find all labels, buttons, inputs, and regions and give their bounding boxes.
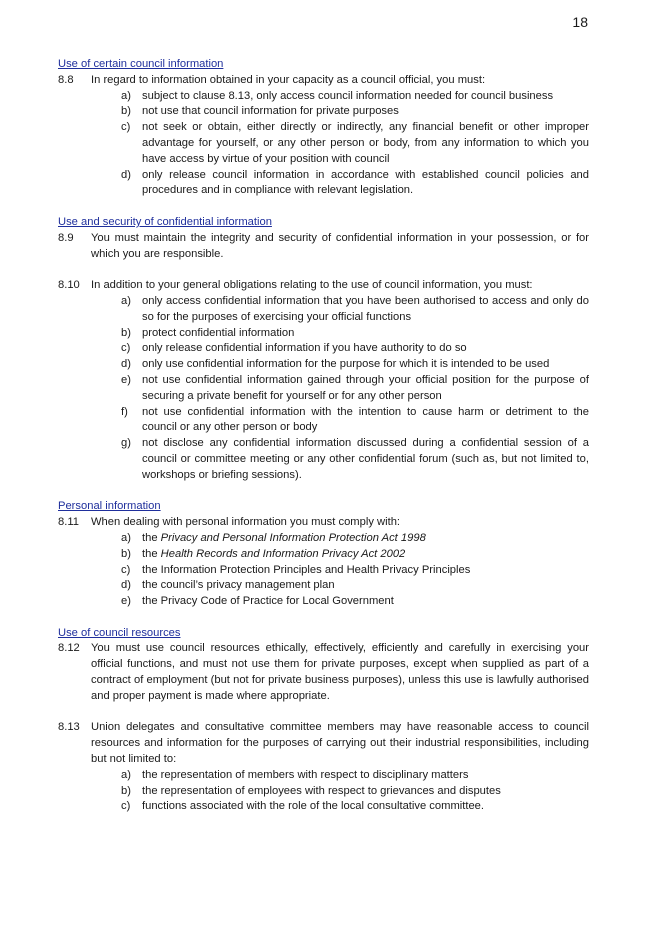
item-label: c) <box>121 121 131 134</box>
item-label: b) <box>121 326 131 339</box>
item-text <box>142 531 589 547</box>
clause-8-10 <box>58 278 589 294</box>
item-label: b) <box>121 105 131 118</box>
item-text: not use confidential information gained through your official position for the purpose of securing a private benefit for yourself or for any other person <box>142 373 589 402</box>
document-body <box>58 57 589 815</box>
clause-8-9 <box>58 231 589 263</box>
item-text: the representation of employees with respect to grievances and disputes <box>142 784 501 797</box>
list-item <box>58 436 589 483</box>
clause-text: Union delegates and consultative committee members may have reasonable access to council resources and information for the purposes of carrying out their industrial responsibilities, including but not limited to: <box>91 721 589 766</box>
item-prefix: the <box>142 547 161 560</box>
list-item <box>58 799 589 815</box>
clause-text: You must maintain the integrity and security of confidential information in your possession, or for which you are responsible. <box>91 231 589 260</box>
item-text: only release confidential information if you have authority to do so <box>142 342 467 355</box>
clause-number: 8.11 <box>58 516 79 529</box>
item-text: functions associated with the role of the local consultative committee. <box>142 800 485 813</box>
clause-number: 8.10 <box>58 279 80 292</box>
list-item <box>58 547 589 563</box>
item-label: c) <box>121 800 131 813</box>
item-text: protect confidential information <box>142 326 295 339</box>
section-heading-council-information: Use of certain council information <box>58 58 224 70</box>
item-label: a) <box>121 531 131 544</box>
list-item <box>58 326 589 342</box>
clause-8-8 <box>58 73 589 89</box>
item-label: c) <box>121 563 131 576</box>
clause-number: 8.12 <box>58 642 80 655</box>
list-item <box>58 89 589 105</box>
clause-number: 8.8 <box>58 73 74 86</box>
list-item <box>58 768 589 784</box>
item-label: d) <box>121 358 131 371</box>
item-label: a) <box>121 89 131 102</box>
item-label: f) <box>121 405 128 418</box>
item-text: the Information Protection Principles and Health Privacy Principles <box>142 563 471 576</box>
item-text: only access confidential information that you have been authorised to access and only do so for the purposes of exercising your official functions <box>142 294 589 323</box>
item-label: a) <box>121 294 131 307</box>
item-label: b) <box>121 547 131 560</box>
list-item <box>58 168 589 200</box>
item-label: d) <box>121 579 131 592</box>
list-item <box>58 120 589 167</box>
list-item <box>58 784 589 800</box>
list-item <box>58 357 589 373</box>
list-item <box>58 594 589 610</box>
clause-8-13 <box>58 720 589 767</box>
item-text: the council’s privacy management plan <box>142 579 335 592</box>
item-text: not seek or obtain, either directly or indirectly, any financial benefit or other improper advantage for yourself, or any other person or body, from any information to which you have access by virtue of your position with council <box>142 121 589 165</box>
clause-text: You must use council resources ethically, effectively, efficiently and carefully in exercising your official functions, and must not use them for private purposes, except when supplied as part of a contract of employment (but not for private business purposes), unless this use is lawfully authorised and proper payment is made where appropriate. <box>91 642 589 702</box>
clause-8-11 <box>58 515 589 531</box>
item-label: e) <box>121 595 131 608</box>
item-text: not disclose any confidential information discussed during a confidential session of a council or committee meeting or any other confidential forum (such as, but not limited to, workshops or briefing sessions). <box>142 437 589 481</box>
act-title: Privacy and Personal Information Protection Act 1998 <box>160 531 426 544</box>
item-text: only release council information in accordance with established council policies and procedures and in compliance with relevant legislation. <box>142 168 589 197</box>
list-item <box>58 373 589 405</box>
list-item <box>58 294 589 326</box>
item-label: c) <box>121 342 131 355</box>
page-number: 18 <box>572 14 588 30</box>
item-label: d) <box>121 168 131 181</box>
clause-number: 8.13 <box>58 721 80 734</box>
clause-text: When dealing with personal information you must comply with: <box>91 516 401 529</box>
clause-text: In addition to your general obligations relating to the use of council information, you must: <box>91 279 533 292</box>
item-text: the Privacy Code of Practice for Local Government <box>142 595 394 608</box>
item-label: b) <box>121 784 131 797</box>
section-heading-council-resources: Use of council resources <box>58 626 181 639</box>
clause-text: In regard to information obtained in your capacity as a council official, you must: <box>91 73 486 86</box>
item-label: g) <box>121 437 131 450</box>
item-text <box>142 547 589 563</box>
item-text: not use confidential information with the intention to cause harm or detriment to the council or any other person or body <box>142 405 589 434</box>
section-heading-confidential-information: Use and security of confidential information <box>58 215 272 228</box>
list-item <box>58 563 589 579</box>
item-prefix: the <box>142 531 161 544</box>
list-item <box>58 405 589 437</box>
list-item <box>58 341 589 357</box>
item-label: a) <box>121 768 131 781</box>
list-item <box>58 578 589 594</box>
list-item <box>58 531 589 547</box>
item-text: only use confidential information for the purpose for which it is intended to be used <box>142 358 550 371</box>
clause-number: 8.9 <box>58 231 74 244</box>
list-item <box>58 104 589 120</box>
item-label: e) <box>121 373 131 386</box>
clause-8-12 <box>58 641 589 704</box>
section-heading-personal-information: Personal information <box>58 500 161 513</box>
item-text: not use that council information for private purposes <box>142 105 399 118</box>
item-text: the representation of members with respect to disciplinary matters <box>142 768 469 781</box>
act-title: Health Records and Information Privacy Act 2002 <box>160 547 406 560</box>
item-text: subject to clause 8.13, only access council information needed for council business <box>142 89 554 102</box>
